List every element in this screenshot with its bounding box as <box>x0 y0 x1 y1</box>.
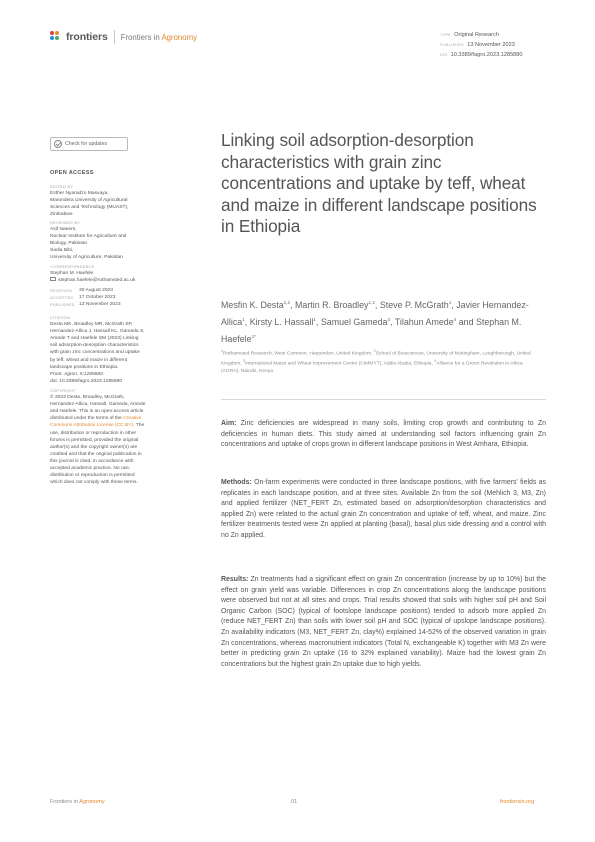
article-meta <box>440 30 523 60</box>
accepted-date: ACCEPTED 17 October 2023 <box>50 295 116 301</box>
check-icon <box>54 140 62 148</box>
site-link[interactable]: frontiersin.org <box>500 799 535 805</box>
cc-license-link-cont[interactable]: Commons Attribution License (CC BY) <box>50 423 134 429</box>
correspondence-label: *CORRESPONDENCE <box>50 264 95 269</box>
author[interactable]: Samuel Gameda$^3$ <box>320 316 391 327</box>
open-access-label: OPEN ACCESS <box>50 170 94 176</box>
received-date: RECEIVED 30 August 2023 <box>50 288 113 293</box>
page-number: 01 <box>291 799 298 805</box>
logo-divider <box>114 30 115 44</box>
frontiers-mark-icon <box>50 31 62 43</box>
edited-by-label: EDITED BY <box>50 184 74 189</box>
meta-type: TYPE Original Research <box>440 32 499 38</box>
author[interactable]: Martin R. Broadley$^{1,2}$ <box>294 299 375 310</box>
reviewed-by-block: REVIEWED BY Asif Naeem, Nuclear Institute for Agriculture and Biology, Pakistan Sadia Bibi, University of Agriculture, Pakistan <box>50 219 152 262</box>
abstract-aim: Aim: Zinc deficiencies are widespread in many soils, limiting crop growth and contributing to Zn deficiencies in human diets. This study aimed at understanding soil factors influencing grain Zn concentrations and uptake of crops grown in different landscape positions in West Amhara, Ethiopia. <box>221 420 546 449</box>
section-heading: Methods: <box>221 479 252 486</box>
divider <box>221 399 546 400</box>
correspondence-block <box>50 263 152 284</box>
correspondence-email-link[interactable]: stephan.haefele@rothamsted.ac.uk <box>50 277 152 284</box>
footer-journal: Frontiers in Agronomy <box>50 799 105 805</box>
citation-label: CITATION <box>50 315 70 320</box>
citation-doi-link[interactable]: doi: 10.3389/fagro.2023.1285880 <box>50 378 123 384</box>
published-date: PUBLISHED 13 November 2023 <box>50 302 121 308</box>
cc-license-link[interactable]: Creative <box>123 416 142 422</box>
copyright-block: COPYRIGHT © 2023 Desta, Broadley, McGrath, Hernandez-Allica, Hassall, Gameda, Amede and Haefele. This is an open-access article distributed under the terms of the Creative Commons Attribution License (CC BY). The use, distribution or reproduction in other forums is permitted, provided the original author(s) and the copyright owner(s) are credited and that the original publication in this journal is cited, in accordance with accepted academic practice. No use, distribution or reproduction is permitted which does not comply with these terms. <box>50 387 152 486</box>
affiliations: $^1$Rothamsted Research, West Common, Harpenden, United Kingdom, $^2$School of Biosciences, University of Nottingham, Loughborough, United Kingdom, $^3$International Maize and Wheat Improvement Centre (CIMMYT), Addis Ababa, Ethiopia, $^4$Alliance for a Green Revolution in Africa (AGRA), Nairobi, Kenya <box>221 349 531 374</box>
section-heading: Results: <box>221 576 249 583</box>
author[interactable]: Steve P. McGrath$^1$ <box>379 299 452 310</box>
check-for-updates-label: Check for updates <box>65 141 108 147</box>
dates-block <box>50 287 152 308</box>
journal-name: Frontiers in Agronomy <box>120 32 197 42</box>
correspondence-name: Stephan M. Haefele <box>50 271 94 277</box>
author[interactable]: Javier Hernandez-Allica$^1$ <box>221 299 529 327</box>
frontiers-logo[interactable] <box>50 29 197 45</box>
author[interactable]: Mesfin K. Desta$^{1,2}$ <box>221 299 291 310</box>
abstract-results: Results: Zn treatments had a significant effect on grain Zn concentration (increase by up to 10%) but the effect on grain yield was variable. Differences in crop Zn concentrations along the landscape positions were observed but not at all sites and crops. Trial results showed that soils with higher soil pH and Soil Organic Carbon (SOC) (typical of footslope landscape positions) tended to adsorb more applied Zn (reduce NET_FERT Zn) than soils with lower soil pH and SOC (typical of upslope landscape positions). Zn availability indicators (M3, NET_FERT Zn, clay%) explained 14-52% of the observed variation in grain Zn concentrations, whereas macronutrient indicators (Total N, exchangeable K) together with M3 Zn were better in predicting grain Zn uptake (16 to 32% explained variability). Maize had the lowest grain Zn concentrations but the highest grain Zn uptake due to high yields. <box>221 576 546 668</box>
section-heading: Aim: <box>221 420 237 427</box>
logo-wordmark: frontiers <box>66 31 108 43</box>
edited-by-block: EDITED BY Esther Nyaradzo Masvaya, Marondera University of Agricultural Sciences and Technology (MUAST), Zimbabwe <box>50 183 152 218</box>
abstract-methods: Methods: On-farm experiments were conducted in three landscape positions, with five farmers' fields as replicates in each landscape position, and at three sites. Available Zn from the soil (Mehlich 3, M3, Zn) and applied fertilizer (NET_FERT Zn, estimated based on adsorption/desorption characteristics and applied Zn) were related to the actual grain Zn concentration and uptake of teff, wheat, and maize. Zinc fertilizer treatments tested were Zn applied at planting (basal), basal plus side dressing and a control with no Zn applied. <box>221 479 546 539</box>
mail-icon <box>50 277 56 281</box>
citation-block: CITATION Desta MK, Broadley MR, McGrath SP, Hernandez-Allica J, Hassall KL, Gameda S, Amede T and Haefele SM (2023) Linking soil adsorption-desorption characteristics with grain zinc concentrations and uptake by teff, wheat and maize in different landscape positions in Ethiopia. Front. Agron. 5:1285880. doi: 10.3389/fagro.2023.1285880 <box>50 314 152 385</box>
author[interactable]: Stephan M. Haefele$^{1*}$ <box>221 316 522 344</box>
author[interactable]: Kirsty L. Hassall$^1$ <box>249 316 316 327</box>
meta-doi: DOI 10.3389/fagro.2023.1285880 <box>440 52 523 58</box>
reviewed-by-label: REVIEWED BY <box>50 220 81 225</box>
article-title: Linking soil adsorption-desorption characteristics with grain zinc concentrations and uptake by teff, wheat and maize in different landscape positions in Ethiopia <box>221 130 537 236</box>
author-list: Mesfin K. Desta$^{1,2}$, Martin R. Broadley$^{1,2}$, Steve P. McGrath$^1$, Javier Hernandez-Allica$^1$, Kirsty L. Hassall$^1$, Samuel Gameda$^3$, Tilahun Amede$^4$ and Stephan M. Haefele$^{1*}$ <box>221 299 529 344</box>
check-for-updates-button[interactable] <box>50 137 128 151</box>
author[interactable]: Tilahun Amede$^4$ <box>394 316 457 327</box>
copyright-label: COPYRIGHT <box>50 388 76 393</box>
meta-published: PUBLISHED 13 November 2023 <box>440 42 515 48</box>
